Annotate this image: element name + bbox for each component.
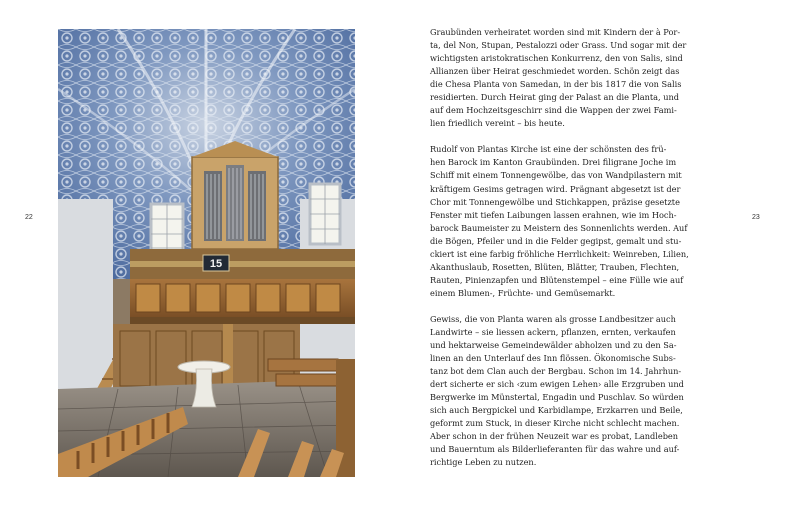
paragraph-2 xyxy=(430,143,727,300)
text-line: die Chesa Planta von Samedan, in der bis 1817 die von Salis xyxy=(430,79,682,90)
text-line: Rauten, Pinienzapfen und Blütenstempel – eine Fülle wie auf xyxy=(430,274,684,285)
paragraph-gap xyxy=(430,130,727,143)
text-line: Allianzen über Heirat geschmiedet worden. Schön zeigt das xyxy=(430,66,680,77)
text-line: hen Barock im Kanton Graubünden. Drei filigrane Joche im xyxy=(430,157,677,168)
text-line: Chor mit Tonnengewölbe und Stichkappen, präzise gesetzte xyxy=(430,196,680,207)
text-line: Landwirte – sie liessen ackern, pflanzen, ernten, verkaufen xyxy=(430,326,676,337)
paragraph-1 xyxy=(430,26,727,130)
text-line: Schiff mit einem Tonnengewölbe, das von Wandpilastern mit xyxy=(430,170,682,181)
page-number-right: 23 xyxy=(752,214,760,221)
text-line: auf dem Hochzeitsgeschirr sind die Wappen der zwei Fami- xyxy=(430,105,677,116)
text-line: lien friedlich vereint – bis heute. xyxy=(430,118,565,129)
paragraph-gap xyxy=(430,300,727,313)
text-line: wichtigsten aristokratischen Konkurrenz, den von Salis, sind xyxy=(430,53,683,64)
text-line: Gewiss, die von Planta waren als grosse Landbesitzer auch xyxy=(430,313,676,324)
church-interior-photo xyxy=(58,29,355,477)
text-line: Aber schon in der frühen Neuzeit war es probat, Landleben xyxy=(430,431,679,442)
paragraph-3 xyxy=(430,313,727,470)
text-line: und hektarweise Gemeindewälder abholzen und zu den Sa- xyxy=(430,340,677,351)
church-interior-illustration xyxy=(58,29,355,477)
text-line: richtige Leben zu nutzen. xyxy=(430,457,537,468)
text-line: Rudolf von Plantas Kirche ist eine der schönsten des frü- xyxy=(430,144,667,155)
text-line: tanz bot dem Clan auch der Bergbau. Schon im 14. Jahrhun- xyxy=(430,366,682,377)
text-line: barock Baumeister zu Meistern des Sonnenlichts werden. Auf xyxy=(430,222,688,233)
text-line: ta, del Non, Stupan, Pestalozzi oder Grass. Und sogar mit der xyxy=(430,40,687,51)
text-line: die Bögen, Pfeiler und in die Felder gegipst, gemalt und stu- xyxy=(430,235,682,246)
text-line: linen an den Unterlauf des Inn flössen. Ökonomische Subs- xyxy=(430,353,676,364)
text-line: Graubünden verheiratet worden sind mit Kindern der à Por- xyxy=(430,27,681,37)
text-line: einem Blumen-, Früchte- und Gemüsemarkt. xyxy=(430,287,616,298)
text-line: Bergwerke im Münstertal, Engadin und Puschlav. So würden xyxy=(430,392,684,403)
text-line: und Bauerntum als Bilderlieferanten für das wahre und auf- xyxy=(430,444,680,455)
text-line: Fenster mit tiefen Laibungen lassen erahnen, wie im Hoch- xyxy=(430,209,677,220)
text-line: sich auch Bergpickel und Karbidlampe, Erzkarren und Beile, xyxy=(430,405,683,416)
text-line: kräftigem Gesims getragen wird. Prägnant abgesetzt ist der xyxy=(430,183,681,194)
hymn-number-board: 15 xyxy=(209,258,223,270)
text-line: Akanthuslaub, Rosetten, Blüten, Blätter, Trauben, Flechten, xyxy=(430,261,680,272)
page-number-left: 22 xyxy=(25,214,33,221)
text-line: dert sicherte er sich ‹zum ewigen Lehen› alle Erzgruben und xyxy=(430,379,684,390)
body-text-column xyxy=(430,26,727,470)
text-line: ckiert ist eine farbig fröhliche Herrlichkeit: Weinreben, Lilien, xyxy=(430,248,689,259)
text-line: residierten. Durch Heirat ging der Palast an die Planta, und xyxy=(430,92,680,103)
text-line: geformt zum Stuck, in dieser Kirche nicht schlecht machen. xyxy=(430,418,680,429)
